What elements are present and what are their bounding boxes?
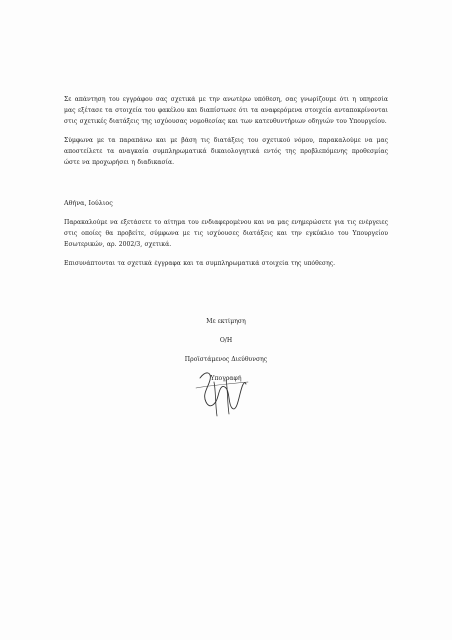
paragraph-1: Σε απάντηση του εγγράφου σας σχετικά με την ανωτέρω υπόθεση, σας γνωρίζουμε ότι η υπηρεσία μας εξέτασε τα στοιχεία του φακέλου και διαπίστωσε ότι τα αναφερόμενα στοιχεία ανταποκρίνονται στις σχετικές διατάξεις της ισχύουσας νομοθεσίας και των κατευθυντήριων οδηγιών του Υπουργείου. (64, 96, 388, 125)
signature-scribble (186, 358, 256, 422)
paragraph-2: Σύμφωνα με τα παραπάνω και με βάση τις διατάξεις του σχετικού νόμου, παρακαλούμε να μας αποστείλετε τα αναγκαία συμπληρωματικά δικαιολογητικά εντός της προβλεπόμενης προθεσμίας ώστε να προχωρήσει η διαδικασία. (64, 137, 388, 166)
document-body (64, 94, 388, 277)
paragraph-3: Παρακαλούμε να εξετάσετε το αίτημα του ενδιαφερομένου και να μας ενημερώσετε για τις ενέργειες στις οποίες θα προβείτε, σύμφωνα με τις ισχύουσες διατάξεις και την εγκύκλιο του Υπουργείου Εσωτερικών, αρ. 2002/3, σχετικά. (64, 219, 388, 248)
closing-line-2: Ο/Η (219, 337, 233, 344)
closing-line-3: Προϊστάμενος Διεύθυνσης (184, 356, 268, 363)
section-heading: Αθήνα, Ιούλιος (64, 199, 113, 207)
paragraph-4: Επισυνάπτονται τα σχετικά έγγραφα και τα συμπληρωματικά στοιχεία της υπόθεσης. (64, 260, 336, 267)
closing-line-4: Υπογραφή (210, 375, 242, 382)
closing-line-1: Με εκτίμηση (206, 318, 246, 325)
